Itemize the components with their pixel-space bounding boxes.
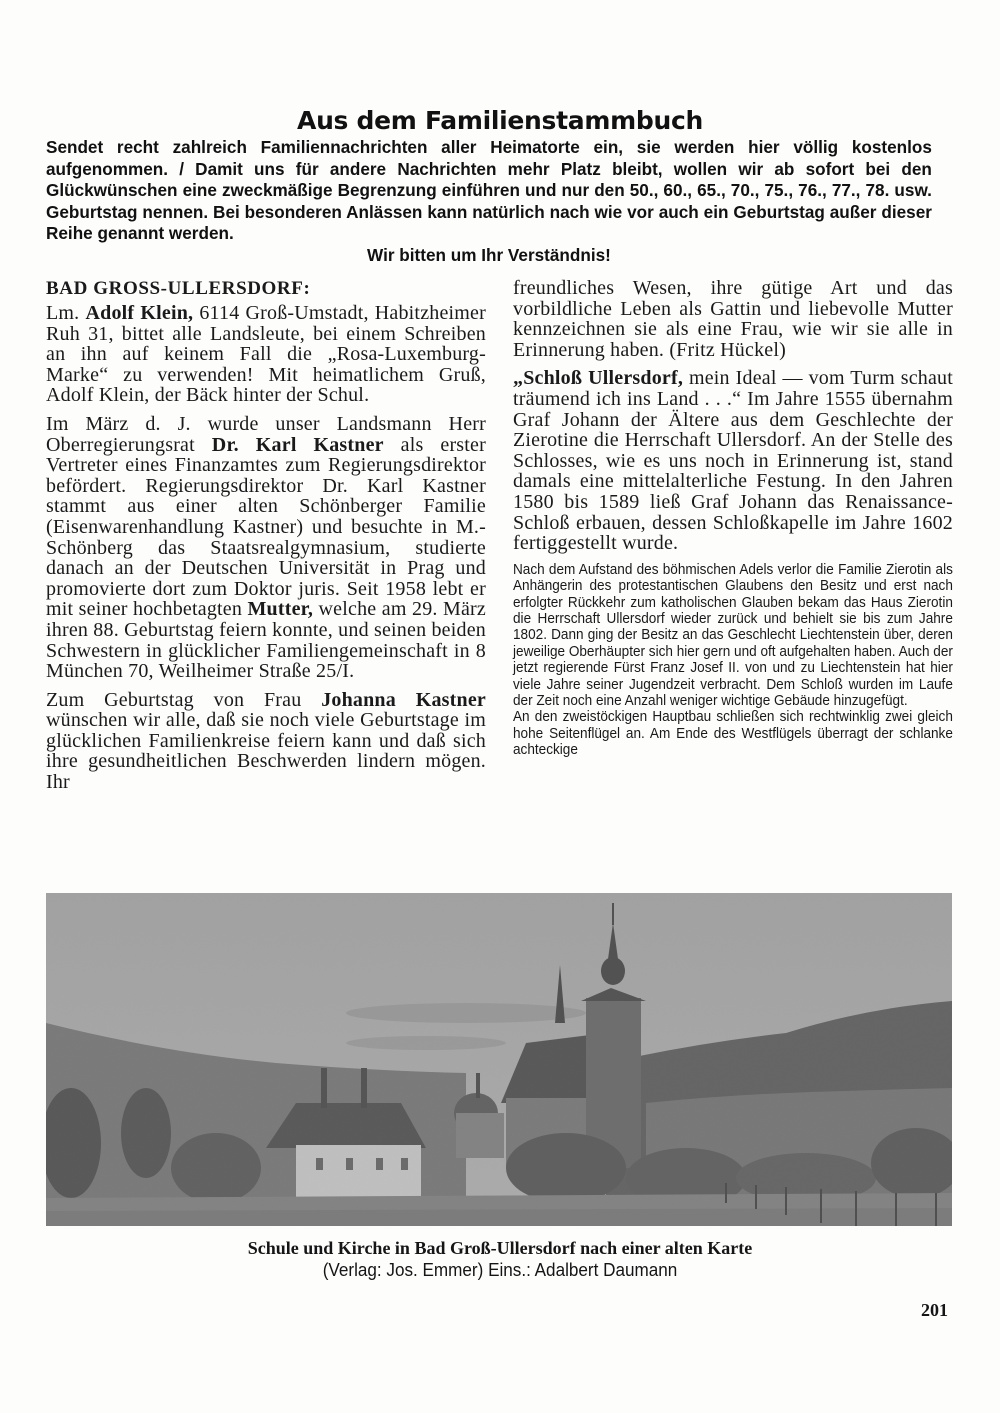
paragraph-schloss-ullersdorf: [513, 368, 953, 553]
text: Im März d. J. wurde unser Landsmann Herr Oberregierungsrat: [46, 412, 486, 456]
intro-closing: Wir bitten um Ihr Verständnis!: [367, 244, 611, 265]
text: als erster Vertreter eines Finanzamtes zum Regierungsdirektor befördert. Regierungsdirektor Dr. Karl Kastner stammt aus einer alten Schönberger Familie (Eisenwarenhandlung Kastner) und besuchte in M.-Schönberg das Staatsrealgymnasium, studierte danach an der Deutschen Universität in Prag und promovierte dort zum Doktor juris. Seit 1958 lebt er mit seiner hochbetagten: [46, 433, 486, 621]
name-bold: Mutter,: [247, 598, 314, 621]
paragraph-continuation: freundliches Wesen, ihre gütige Art und das vorbildliche Leben als Gattin und liebevolle Mutter kennzeichnen sie als eine Frau, wie wir sie alle in Erinnerung haben. (Fritz Hückel): [513, 277, 953, 361]
name-bold: Dr. Karl Kastner: [211, 433, 384, 456]
left-column: [46, 278, 486, 801]
intro-text: Sendet recht zahlreich Familiennachrichten aller Heimatorte ein, sie werden hier völlig kostenlos aufgenommen. / Damit uns für andere Nachrichten mehr Platz bleibt, wollen wir ab sofort bei den Glückwünschen eine zweckmäßige Begrenzung einführen und nur den 50., 60., 65., 70., 75., 76., 77., 78. usw. Geburtstag nennen. Bei besonderen Anlässen kann natürlich nach wie vor auch ein Geburtstag außer dieser Reihe genannt werden.: [46, 137, 932, 243]
paragraph-small-history: Nach dem Aufstand des böhmischen Adels verlor die Familie Zierotin als Anhängerin des protestantischen Glaubens den Besitz und erst nach erfolgter Rückkehr zum katholischen Glauben bekam das Haus Zierotin die Herrschaft Ullersdorf wieder zurück und behielt sie bis zum Jahre 1802. Dann ging der Besitz an das Geschlecht Liechtenstein über, deren jeweilige Oberhäupter sich hier gern und oft aufgehalten haben. Auch der jetzt regierende Fürst Franz Josef II. von und zu Liechtenstein hat hier viele Jahre seiner Jugendzeit verbracht. Dem Schloß wurden im Laufe der Zeit noch eine Anzahl weniger wichtige Gebäude hinzugefügt.: [513, 561, 953, 709]
name-bold: Johanna Kastner: [321, 688, 486, 711]
historic-photo: [46, 893, 952, 1226]
caption-title: Schule und Kirche in Bad Groß-Ullersdorf nach einer alten Karte: [247, 1238, 753, 1258]
text: Im Jahre 1555 übernahm Graf Johann der Ältere aus dem Geschlechte der Zierotine die Herrschaft Ullersdorf. An der Stelle des Schlosses, wie es uns noch in Erinnerung ist, stand damals eine mittelalterliche Festung. In den Jahren 1580 bis 1589 ließ Graf Johann das Renaissance-Schloß erbauen, dessen Schloßkapelle im Jahre 1602 fertiggestellt wurde.: [513, 387, 954, 555]
text: 6114 Groß-Umstadt, Habitzheimer Ruh 31, bittet alle Landsleute, bei einem Schreiben an ihn auf keinem Fall die „Rosa-Luxemburg-Marke“ zu verwenden! Mit heimatlichem Gruß, Adolf Klein, der Bäck hinter der Schul.: [46, 302, 486, 407]
text: Zum Geburtstag von Frau: [46, 688, 322, 711]
heading-bold: „Schloß Ullersdorf,: [513, 367, 684, 390]
text: wünschen wir alle, daß sie noch viele Geburtstage im glücklichen Familienkreise feiern kann und daß sich ihre gesundheitlichen Beschwerden lindern mögen. Ihr: [46, 709, 486, 794]
text: welche am 29. März ihren 88. Geburtstag feiern konnte, und seinen beiden Schwestern in glücklicher Familiengemeinschaft in 8 München 70, Weilheimer Straße 25/I.: [46, 598, 486, 683]
paragraph-johanna-kastner: [46, 690, 486, 793]
text: Lm.: [46, 302, 86, 324]
photo-caption: [0, 1237, 1000, 1281]
text: mein Ideal — vom Turm schaut träumend ich ins Land . . .“: [513, 367, 954, 410]
page-number: 201: [921, 1300, 948, 1320]
intro-notice: [46, 137, 932, 266]
name-bold: Adolf Klein,: [85, 302, 194, 324]
paragraph-adolf-klein: [46, 303, 486, 406]
paragraph-small-building: An den zweistöckigen Hauptbau schließen sich rechtwinklig zwei gleich hohe Seitenflügel an. Am Ende des Westflügels überragt der schlanke achteckige: [513, 709, 953, 759]
section-heading: BAD GROSS-ULLERSDORF:: [46, 278, 311, 299]
page-title: Aus dem Familienstammbuch: [297, 106, 703, 135]
paragraph-karl-kastner: [46, 414, 486, 682]
right-column: [513, 278, 953, 759]
church-landscape-image: [46, 893, 952, 1226]
caption-credit: (Verlag: Jos. Emmer) Eins.: Adalbert Daumann: [322, 1260, 678, 1280]
